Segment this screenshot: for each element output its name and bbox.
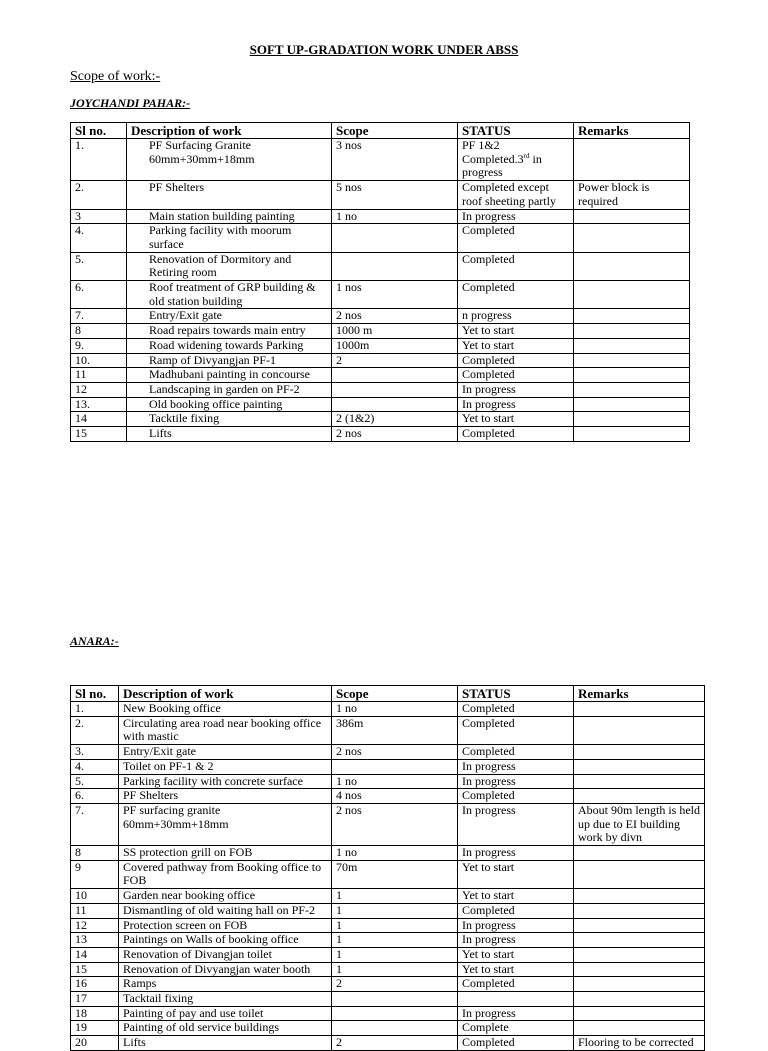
table-row [71,368,690,383]
table-row [71,281,690,309]
table-row [71,846,705,861]
cell-scope: 3 nos [332,139,458,181]
cell-slno: 7. [71,309,127,324]
cell-description: Painting of pay and use toilet [119,1006,332,1021]
table-header-row [71,686,705,702]
status-text-suffix: in progress [462,151,542,180]
cell-description: SS protection grill on FOB [119,846,332,861]
cell-slno: 15 [71,427,127,442]
cell-slno: 3. [71,745,119,760]
table-row [71,889,705,904]
cell-description: Madhubani painting in concourse [127,368,332,383]
cell-status: Completed [458,903,574,918]
cell-slno: 8 [71,324,127,339]
cell-remarks [574,745,705,760]
cell-remarks [574,382,690,397]
cell-remarks: Flooring to be corrected [574,1036,705,1051]
cell-slno: 6. [71,789,119,804]
table-row [71,427,690,442]
table-row [71,353,690,368]
table-row [71,181,690,209]
cell-status: n progress [458,309,574,324]
cell-remarks [574,353,690,368]
cell-description: Renovation of Dormitory and Retiring room [127,252,332,280]
cell-description: Lifts [119,1036,332,1051]
cell-description: PF Surfacing Granite 60mm+30mm+18mm [127,139,332,181]
anara-heading-text: ANARA: [70,634,115,648]
table-row [71,1036,705,1051]
cell-scope [332,397,458,412]
cell-description: Ramps [119,977,332,992]
cell-remarks [574,789,705,804]
cell-status: Completed [458,368,574,383]
anara-table [70,685,705,1051]
table-row [71,324,690,339]
cell-remarks [574,1021,705,1036]
cell-slno: 9 [71,860,119,888]
table-row [71,209,690,224]
joychandi-table [70,122,690,442]
cell-scope: 1 no [332,702,458,717]
cell-remarks [574,933,705,948]
cell-remarks [574,139,690,181]
cell-status: In progress [458,382,574,397]
cell-status: Completed [458,427,574,442]
table-row [71,774,705,789]
cell-slno: 19 [71,1021,119,1036]
cell-slno: 1. [71,139,127,181]
cell-scope: 1000m [332,338,458,353]
status-text: PF 1&2 Completed.3 [462,138,524,166]
cell-remarks [574,224,690,252]
cell-description: Parking facility with moorum surface [127,224,332,252]
col-header-remarks: Remarks [574,123,690,139]
cell-description: Old booking office painting [127,397,332,412]
cell-status: Yet to start [458,338,574,353]
cell-scope: 2 nos [332,427,458,442]
table-row [71,789,705,804]
cell-scope [332,1006,458,1021]
cell-scope: 2 nos [332,309,458,324]
cell-scope [332,252,458,280]
cell-status: Completed [458,789,574,804]
cell-status: Yet to start [458,324,574,339]
cell-slno: 17 [71,992,119,1007]
cell-remarks [574,252,690,280]
cell-description: Paintings on Walls of booking office [119,933,332,948]
table-row [71,1021,705,1036]
cell-scope: 2 [332,353,458,368]
cell-description: Parking facility with concrete surface [119,774,332,789]
cell-slno: 10. [71,353,127,368]
col-header-remarks: Remarks [574,686,705,702]
document-title: SOFT UP-GRADATION WORK UNDER ABSS [249,42,519,57]
cell-status: Yet to start [458,412,574,427]
cell-remarks [574,412,690,427]
cell-slno: 18 [71,1006,119,1021]
table-row [71,745,705,760]
cell-slno: 3 [71,209,127,224]
cell-status: Completed [458,716,574,744]
cell-description: Dismantling of old waiting hall on PF-2 [119,903,332,918]
cell-remarks [574,903,705,918]
cell-description: Toilet on PF-1 & 2 [119,759,332,774]
table-row [71,716,705,744]
cell-status: In progress [458,846,574,861]
cell-slno: 2. [71,181,127,209]
cell-description: Covered pathway from Booking office to FOB [119,860,332,888]
cell-scope: 1 nos [332,281,458,309]
col-header-status: STATUS [458,123,574,139]
cell-scope: 4 nos [332,789,458,804]
cell-remarks [574,324,690,339]
cell-description: PF Shelters [127,181,332,209]
cell-scope [332,1021,458,1036]
cell-slno: 15 [71,962,119,977]
cell-scope: 1 [332,889,458,904]
cell-description: Ramp of Divyangjan PF-1 [127,353,332,368]
table-row [71,139,690,181]
cell-slno: 14 [71,947,119,962]
cell-remarks [574,702,705,717]
cell-remarks [574,860,705,888]
anara-heading [70,634,119,649]
cell-description: Road widening towards Parking [127,338,332,353]
cell-slno: 5. [71,252,127,280]
cell-scope: 1 [332,918,458,933]
table-row [71,382,690,397]
cell-scope: 2 nos [332,803,458,845]
cell-description: New Booking office [119,702,332,717]
table-row [71,977,705,992]
joychandi-heading: JOYCHANDI PAHAR:- [70,96,191,110]
cell-description: Entry/Exit gate [127,309,332,324]
col-header-scope: Scope [332,686,458,702]
cell-remarks [574,397,690,412]
cell-scope: 1 no [332,774,458,789]
cell-remarks [574,716,705,744]
cell-status: In progress [458,933,574,948]
cell-remarks: About 90m length is held up due to EI building work by divn [574,803,705,845]
cell-remarks: Power block is required [574,181,690,209]
cell-description: Road repairs towards main entry [127,324,332,339]
cell-remarks [574,1006,705,1021]
cell-description: PF Shelters [119,789,332,804]
cell-status: In progress [458,803,574,845]
cell-remarks [574,209,690,224]
cell-status: Completed [458,745,574,760]
table-row [71,803,705,845]
cell-slno: 4. [71,224,127,252]
cell-remarks [574,759,705,774]
cell-scope: 386m [332,716,458,744]
cell-scope: 2 nos [332,745,458,760]
cell-scope [332,382,458,397]
cell-remarks [574,918,705,933]
cell-status: In progress [458,918,574,933]
table-row [71,933,705,948]
table-row [71,224,690,252]
cell-scope: 1 no [332,846,458,861]
table-row [71,338,690,353]
cell-remarks [574,427,690,442]
table-row [71,962,705,977]
cell-scope [332,224,458,252]
cell-description: Tacktile fixing [127,412,332,427]
cell-remarks [574,309,690,324]
cell-remarks [574,846,705,861]
cell-status: Completed [458,702,574,717]
cell-status [458,992,574,1007]
cell-description: Landscaping in garden on PF-2 [127,382,332,397]
cell-status: In progress [458,1006,574,1021]
cell-remarks [574,992,705,1007]
cell-slno: 5. [71,774,119,789]
cell-scope: 2 [332,977,458,992]
cell-description: Painting of old service buildings [119,1021,332,1036]
cell-slno: 2. [71,716,119,744]
cell-description: Main station building painting [127,209,332,224]
cell-scope: 5 nos [332,181,458,209]
cell-status: In progress [458,397,574,412]
cell-remarks [574,962,705,977]
cell-remarks [574,338,690,353]
cell-description: PF surfacing granite 60mm+30mm+18mm [119,803,332,845]
cell-slno: 8 [71,846,119,861]
cell-scope: 2 (1&2) [332,412,458,427]
cell-status: In progress [458,209,574,224]
table-row [71,309,690,324]
cell-scope: 1000 m [332,324,458,339]
cell-remarks [574,977,705,992]
table-row [71,947,705,962]
cell-slno: 9. [71,338,127,353]
cell-scope [332,368,458,383]
table-row [71,397,690,412]
cell-status: Completed [458,252,574,280]
cell-slno: 13 [71,933,119,948]
table-row [71,412,690,427]
col-header-status: STATUS [458,686,574,702]
cell-status: Yet to start [458,962,574,977]
col-header-scope: Scope [332,123,458,139]
cell-scope [332,992,458,1007]
cell-description: Roof treatment of GRP building & old station building [127,281,332,309]
cell-slno: 4. [71,759,119,774]
cell-remarks [574,774,705,789]
cell-scope: 70m [332,860,458,888]
table-row [71,992,705,1007]
cell-description: Renovation of Divyangjan water booth [119,962,332,977]
cell-scope [332,759,458,774]
cell-slno: 1. [71,702,119,717]
cell-status: Completed [458,353,574,368]
table-row [71,702,705,717]
table-row [71,903,705,918]
cell-status [458,139,574,181]
cell-description: Garden near booking office [119,889,332,904]
cell-description: Circulating area road near booking office with mastic [119,716,332,744]
cell-status: Completed [458,224,574,252]
cell-status: In progress [458,759,574,774]
cell-remarks [574,368,690,383]
cell-slno: 20 [71,1036,119,1051]
table-row [71,860,705,888]
cell-scope: 1 [332,947,458,962]
cell-slno: 10 [71,889,119,904]
col-header-description: Description of work [119,686,332,702]
table-row [71,918,705,933]
status-superscript: rd [523,151,530,160]
cell-description: Protection screen on FOB [119,918,332,933]
cell-remarks [574,889,705,904]
cell-description: Entry/Exit gate [119,745,332,760]
cell-scope: 1 no [332,209,458,224]
table-row [71,759,705,774]
cell-slno: 12 [71,918,119,933]
cell-status: Complete [458,1021,574,1036]
cell-status: Yet to start [458,947,574,962]
cell-scope: 1 [332,933,458,948]
cell-status: Yet to start [458,860,574,888]
cell-slno: 11 [71,368,127,383]
table-header-row [71,123,690,139]
scope-heading: Scope of work:- [70,69,161,84]
cell-status: Yet to start [458,889,574,904]
cell-remarks [574,947,705,962]
cell-slno: 12 [71,382,127,397]
cell-description: Renovation of Divangjan toilet [119,947,332,962]
cell-slno: 14 [71,412,127,427]
cell-slno: 6. [71,281,127,309]
cell-scope: 2 [332,1036,458,1051]
table-row [71,1006,705,1021]
cell-remarks [574,281,690,309]
col-header-description: Description of work [127,123,332,139]
cell-slno: 16 [71,977,119,992]
col-header-slno: Sl no. [71,686,119,702]
anara-heading-suffix: - [114,634,119,648]
cell-slno: 13. [71,397,127,412]
cell-description: Lifts [127,427,332,442]
cell-status: In progress [458,774,574,789]
cell-status: Completed except roof sheeting partly [458,181,574,209]
cell-slno: 11 [71,903,119,918]
cell-status: Completed [458,281,574,309]
col-header-slno: Sl no. [71,123,127,139]
cell-scope: 1 [332,903,458,918]
cell-status: Completed [458,977,574,992]
table-row [71,252,690,280]
cell-slno: 7. [71,803,119,845]
cell-status: Completed [458,1036,574,1051]
cell-description: Tacktail fixing [119,992,332,1007]
cell-scope: 1 [332,962,458,977]
